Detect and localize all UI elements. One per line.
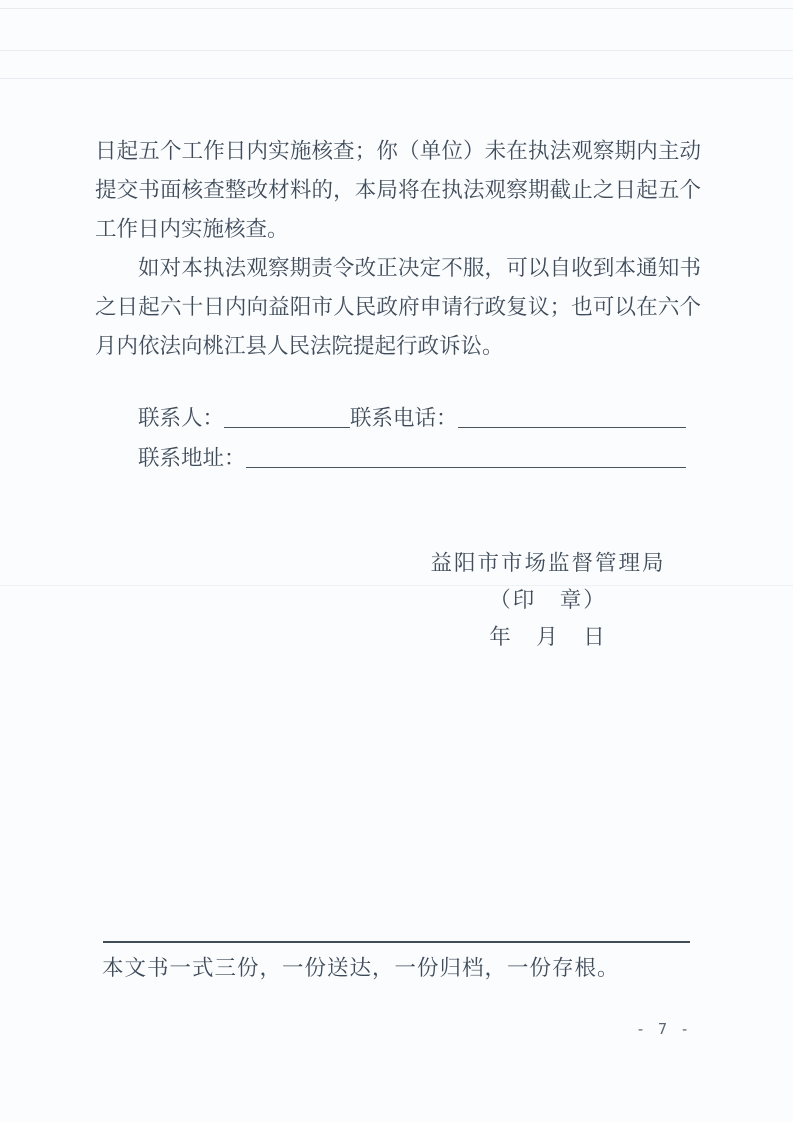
seal-placeholder: （印 章） xyxy=(489,588,607,612)
signature-block xyxy=(417,545,679,656)
contact-line-person-phone xyxy=(95,398,735,438)
contact-phone-blank xyxy=(458,407,686,428)
contact-address-label: 联系地址： xyxy=(138,446,246,470)
contact-person-blank xyxy=(224,407,350,428)
contact-block xyxy=(95,398,735,478)
contact-line-address xyxy=(95,438,735,478)
scan-artifact-line xyxy=(0,78,793,79)
paragraph-verification-continuation: 日起五个工作日内实施核查；你（单位）未在执法观察期内主动提交书面核查整改材料的，本局将在执法观察期截止之日起五个工作日内实施核查。 xyxy=(95,139,701,241)
copies-distribution-note: 本文书一式三份，一份送达，一份归档，一份存根。 xyxy=(102,956,620,980)
footer-divider xyxy=(103,941,690,943)
scan-artifact-line xyxy=(0,50,793,51)
contact-person-label: 联系人： xyxy=(138,406,225,430)
contact-address-blank xyxy=(246,447,686,468)
page-number: - 7 - xyxy=(636,1020,692,1038)
issuing-agency-name: 益阳市市场监督管理局 xyxy=(430,551,666,575)
date-line: 年 月 日 xyxy=(489,625,607,649)
body-text xyxy=(95,132,701,366)
paragraph-appeal-rights: 如对本执法观察期责令改正决定不服，可以自收到本通知书之日起六十日内向益阳市人民政府申请行政复议；也可以在六个月内依法向桃江县人民法院提起行政诉讼。 xyxy=(95,256,701,358)
contact-phone-label: 联系电话： xyxy=(350,406,458,430)
scan-artifact-line xyxy=(0,8,793,9)
